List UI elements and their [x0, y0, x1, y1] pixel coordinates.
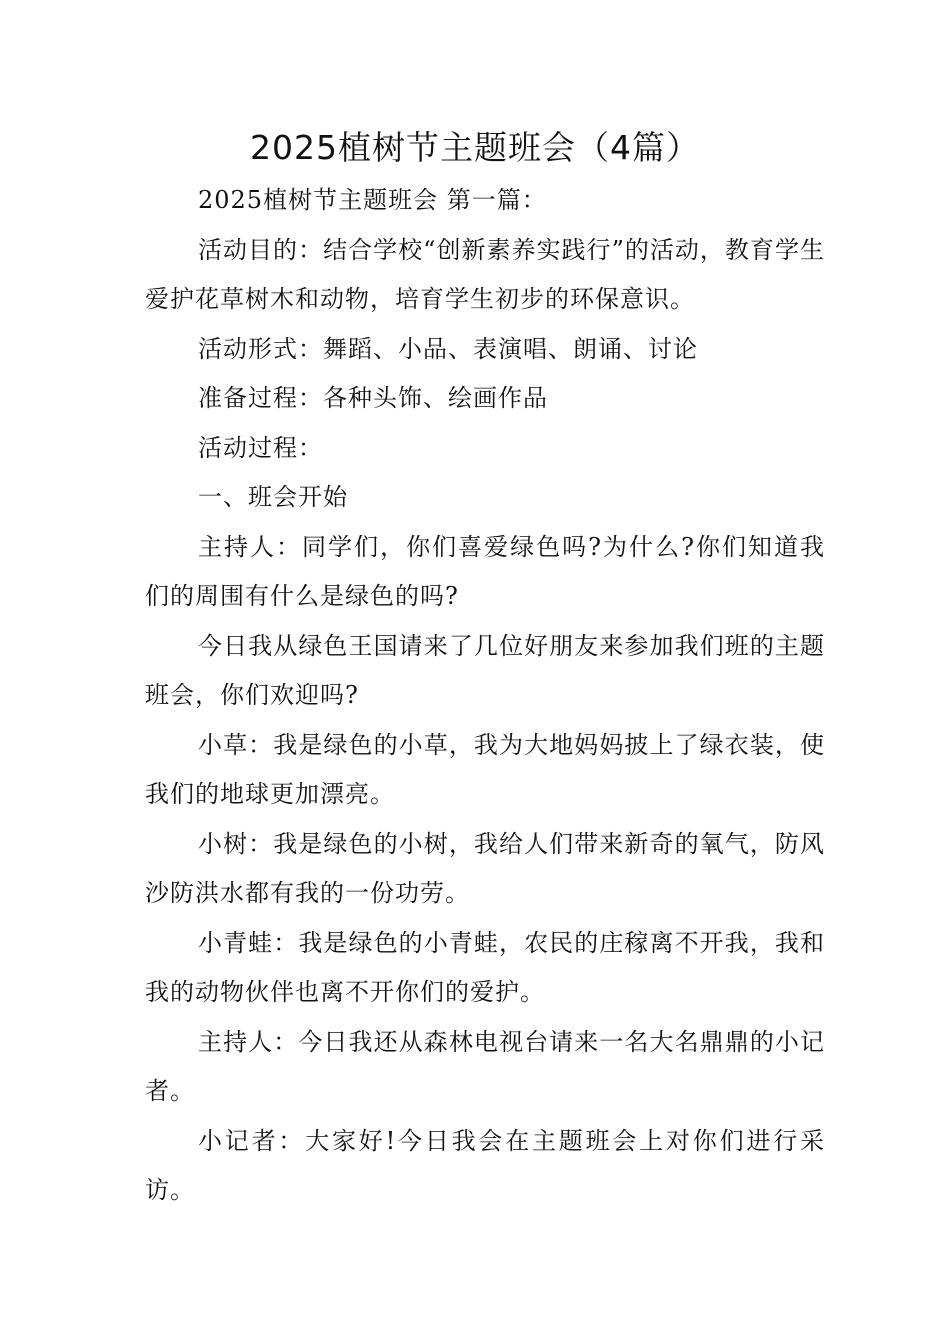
paragraph-host-reporter: 主持人：今日我还从森林电视台请来一名大名鼎鼎的小记者。	[145, 1027, 825, 1105]
paragraph-host-invite: 今日我从绿色王国请来了几位好朋友来参加我们班的主题班会，你们欢迎吗?	[145, 631, 825, 709]
section-heading: 2025植树节主题班会 第一篇：	[198, 186, 547, 214]
paragraph-preparation: 准备过程：各种头饰、绘画作品	[198, 384, 548, 412]
paragraph-activity-form: 活动形式：舞蹈、小品、表演唱、朗诵、讨论	[198, 334, 698, 363]
paragraph-activity-goal: 活动目的：结合学校“创新素养实践行”的活动，教育学生爱护花草树木和动物，培育学生初步的环保意识。	[145, 235, 825, 313]
paragraph-tree: 小树：我是绿色的小树，我给人们带来新奇的氧气，防风沙防洪水都有我的一份功劳。	[145, 829, 825, 907]
paragraph-grass: 小草：我是绿色的小草，我为大地妈妈披上了绿衣装，使我们的地球更加漂亮。	[145, 730, 825, 808]
document-title: 2025植树节主题班会（4篇）	[250, 128, 700, 167]
document-body	[145, 176, 825, 1216]
paragraph-reporter: 小记者：大家好!今日我会在主题班会上对你们进行采访。	[145, 1126, 825, 1204]
paragraph-step-one: 一、班会开始	[198, 483, 348, 511]
paragraph-host-question: 主持人：同学们，你们喜爱绿色吗?为什么?你们知道我们的周围有什么是绿色的吗?	[145, 532, 825, 610]
paragraph-frog: 小青蛙：我是绿色的小青蛙，农民的庄稼离不开我，我和我的动物伙伴也离不开你们的爱护。	[145, 928, 825, 1006]
paragraph-process-label: 活动过程：	[198, 433, 323, 462]
